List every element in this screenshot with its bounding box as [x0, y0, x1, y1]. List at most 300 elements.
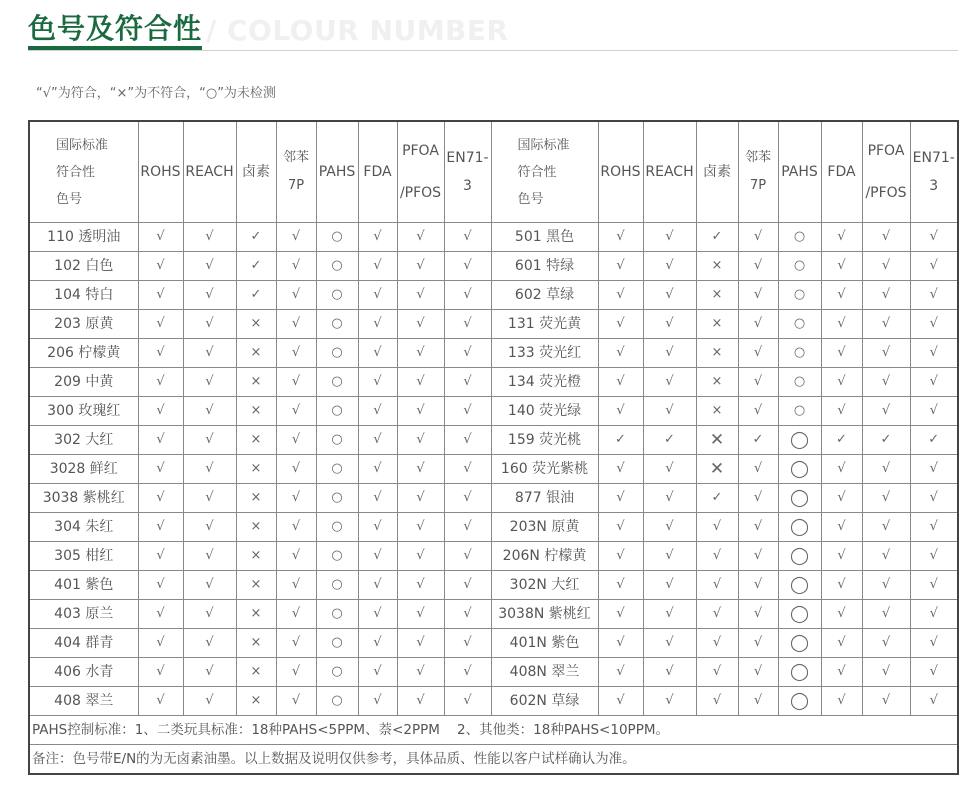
compliance-cell: ○ — [316, 397, 358, 426]
compliance-cell: √ — [276, 600, 316, 629]
compliance-cell: × — [236, 600, 276, 629]
compliance-cell: √ — [738, 629, 778, 658]
table-row — [29, 281, 958, 310]
compliance-cell: √ — [276, 397, 316, 426]
table-note-row — [29, 745, 958, 775]
table-row — [29, 397, 958, 426]
compliance-cell: √ — [862, 658, 910, 687]
compliance-cell: √ — [138, 658, 183, 687]
compliance-cell: √ — [397, 368, 444, 397]
compliance-cell: √ — [598, 455, 643, 484]
compliance-cell: √ — [738, 281, 778, 310]
compliance-cell: ○ — [778, 252, 821, 281]
colour-code-cell: 601 特绿 — [491, 252, 598, 281]
compliance-cell: √ — [358, 310, 397, 339]
compliance-cell: √ — [821, 687, 862, 716]
colour-code-cell: 3038N 紫桃红 — [491, 600, 598, 629]
compliance-cell: √ — [138, 629, 183, 658]
compliance-cell: ○ — [316, 252, 358, 281]
compliance-cell: √ — [643, 252, 696, 281]
compliance-cell: √ — [738, 252, 778, 281]
compliance-cell: ○ — [316, 368, 358, 397]
compliance-cell: √ — [643, 571, 696, 600]
compliance-cell: √ — [738, 513, 778, 542]
compliance-cell: √ — [397, 310, 444, 339]
compliance-cell: √ — [138, 397, 183, 426]
compliance-cell: √ — [862, 339, 910, 368]
compliance-cell: √ — [910, 223, 958, 252]
compliance-cell: √ — [276, 542, 316, 571]
compliance-cell: √ — [183, 339, 236, 368]
compliance-cell: ✓ — [643, 426, 696, 455]
compliance-cell: × — [696, 281, 738, 310]
col-header-reach: REACH — [643, 121, 696, 223]
compliance-cell: √ — [397, 571, 444, 600]
compliance-cell: √ — [598, 310, 643, 339]
colour-code-cell: 203N 原黄 — [491, 513, 598, 542]
compliance-cell: ○ — [316, 223, 358, 252]
compliance-cell: √ — [276, 571, 316, 600]
compliance-cell: ◯ — [778, 455, 821, 484]
compliance-cell: ○ — [316, 339, 358, 368]
compliance-cell: ✓ — [696, 223, 738, 252]
compliance-cell: √ — [138, 513, 183, 542]
compliance-cell: √ — [276, 310, 316, 339]
colour-code-cell: 602 草绿 — [491, 281, 598, 310]
compliance-cell: √ — [358, 281, 397, 310]
compliance-cell: √ — [276, 426, 316, 455]
compliance-cell: √ — [397, 600, 444, 629]
compliance-cell: √ — [598, 252, 643, 281]
compliance-cell: × — [236, 484, 276, 513]
compliance-cell: √ — [821, 368, 862, 397]
compliance-cell: ○ — [316, 484, 358, 513]
compliance-cell: √ — [738, 455, 778, 484]
compliance-cell: × — [236, 339, 276, 368]
compliance-cell: √ — [358, 223, 397, 252]
compliance-cell: √ — [444, 629, 491, 658]
compliance-cell: √ — [138, 310, 183, 339]
compliance-cell: ◯ — [778, 513, 821, 542]
compliance-cell: ◯ — [778, 658, 821, 687]
compliance-cell: ○ — [778, 368, 821, 397]
page-subtitle-en: / COLOUR NUMBER — [206, 14, 509, 47]
compliance-cell: × — [236, 571, 276, 600]
compliance-cell: ○ — [316, 687, 358, 716]
compliance-cell: × — [236, 687, 276, 716]
colour-code-cell: 404 群青 — [29, 629, 138, 658]
compliance-cell: √ — [444, 658, 491, 687]
compliance-cell: √ — [910, 542, 958, 571]
compliance-cell: ○ — [316, 310, 358, 339]
compliance-cell: √ — [598, 600, 643, 629]
colour-code-cell: 131 荧光黄 — [491, 310, 598, 339]
compliance-cell: √ — [276, 368, 316, 397]
compliance-cell: √ — [696, 542, 738, 571]
colour-code-cell: 403 原兰 — [29, 600, 138, 629]
compliance-cell: √ — [358, 571, 397, 600]
corner-header — [491, 121, 598, 223]
col-header-phthalate: 邻苯 7P — [738, 121, 778, 223]
compliance-cell: √ — [276, 223, 316, 252]
compliance-cell: √ — [138, 542, 183, 571]
compliance-cell: √ — [276, 629, 316, 658]
col-header-phthalate: 邻苯 7P — [276, 121, 316, 223]
col-header-rohs: ROHS — [598, 121, 643, 223]
compliance-cell: √ — [183, 426, 236, 455]
compliance-cell: √ — [276, 658, 316, 687]
compliance-cell: √ — [910, 629, 958, 658]
compliance-cell: √ — [598, 542, 643, 571]
compliance-cell: × — [236, 513, 276, 542]
compliance-cell: √ — [444, 571, 491, 600]
col-header-pfoa: PFOA /PFOS — [397, 121, 444, 223]
compliance-cell: × — [696, 252, 738, 281]
compliance-cell: √ — [598, 223, 643, 252]
compliance-cell: √ — [358, 397, 397, 426]
compliance-cell: √ — [358, 513, 397, 542]
table-row — [29, 368, 958, 397]
compliance-cell: √ — [738, 397, 778, 426]
compliance-cell: √ — [397, 397, 444, 426]
table-row — [29, 252, 958, 281]
corner-header-line: 色号 — [56, 191, 83, 207]
compliance-cell: √ — [821, 658, 862, 687]
col-header-halogen: 卤素 — [696, 121, 738, 223]
compliance-cell: √ — [696, 687, 738, 716]
corner-header — [29, 121, 138, 223]
table-row — [29, 339, 958, 368]
col-header-halogen: 卤素 — [236, 121, 276, 223]
compliance-cell: √ — [862, 484, 910, 513]
table-note-row — [29, 716, 958, 745]
compliance-cell: √ — [138, 455, 183, 484]
compliance-cell: √ — [138, 281, 183, 310]
table-row — [29, 484, 958, 513]
pahs-standard-note: PAHS控制标准：1、二类玩具标准：18种PAHS<5PPM、萘<2PPM 2、其他类：18种PAHS<10PPM。 — [29, 716, 958, 745]
compliance-cell: √ — [138, 368, 183, 397]
compliance-cell: ○ — [316, 629, 358, 658]
compliance-cell: × — [696, 397, 738, 426]
colour-code-cell: 206N 柠檬黄 — [491, 542, 598, 571]
compliance-cell: √ — [696, 658, 738, 687]
compliance-cell: √ — [862, 368, 910, 397]
table-row — [29, 310, 958, 339]
table-row — [29, 542, 958, 571]
compliance-cell: √ — [358, 658, 397, 687]
compliance-cell: √ — [397, 484, 444, 513]
compliance-cell: √ — [643, 658, 696, 687]
section-header — [28, 8, 958, 51]
table-row — [29, 629, 958, 658]
compliance-cell: √ — [358, 687, 397, 716]
compliance-cell: ◯ — [778, 426, 821, 455]
remark-note: 备注：色号带E/N的为无卤素油墨。以上数据及说明仅供参考，具体品质、性能以客户试样确认为准。 — [29, 745, 958, 775]
col-header-fda: FDA — [358, 121, 397, 223]
table-row — [29, 223, 958, 252]
compliance-cell: ◯ — [778, 600, 821, 629]
compliance-cell: √ — [444, 397, 491, 426]
compliance-cell: √ — [821, 310, 862, 339]
compliance-cell: √ — [138, 687, 183, 716]
compliance-cell: ✓ — [598, 426, 643, 455]
compliance-cell: √ — [444, 600, 491, 629]
compliance-cell: √ — [598, 687, 643, 716]
compliance-cell: √ — [276, 339, 316, 368]
compliance-cell: √ — [444, 252, 491, 281]
corner-header-line: 国际标准 — [517, 137, 570, 153]
compliance-cell: √ — [862, 310, 910, 339]
colour-code-cell: 401N 紫色 — [491, 629, 598, 658]
compliance-cell: × — [696, 339, 738, 368]
compliance-cell: ✓ — [236, 252, 276, 281]
compliance-cell: √ — [358, 484, 397, 513]
compliance-cell: √ — [444, 455, 491, 484]
colour-code-cell: 104 特白 — [29, 281, 138, 310]
compliance-cell: √ — [358, 455, 397, 484]
compliance-cell: √ — [138, 600, 183, 629]
compliance-cell: √ — [183, 281, 236, 310]
compliance-cell: √ — [862, 252, 910, 281]
compliance-cell: × — [236, 658, 276, 687]
compliance-cell: ○ — [316, 426, 358, 455]
compliance-cell: √ — [910, 310, 958, 339]
compliance-cell: √ — [397, 252, 444, 281]
compliance-cell: √ — [183, 368, 236, 397]
compliance-cell: ✓ — [821, 426, 862, 455]
compliance-cell: √ — [821, 223, 862, 252]
compliance-cell: √ — [910, 484, 958, 513]
compliance-cell: √ — [821, 281, 862, 310]
compliance-cell: √ — [358, 339, 397, 368]
compliance-cell: ◯ — [778, 629, 821, 658]
compliance-cell: √ — [183, 629, 236, 658]
compliance-cell: √ — [183, 484, 236, 513]
colour-code-cell: 209 中黄 — [29, 368, 138, 397]
col-header-fda: FDA — [821, 121, 862, 223]
compliance-cell: ○ — [316, 571, 358, 600]
compliance-cell: √ — [598, 484, 643, 513]
compliance-cell: ◯ — [778, 484, 821, 513]
compliance-cell: √ — [138, 426, 183, 455]
col-header-pfoa: PFOA /PFOS — [862, 121, 910, 223]
colour-code-cell: 302N 大红 — [491, 571, 598, 600]
compliance-cell: ◯ — [778, 542, 821, 571]
compliance-cell: ◯ — [778, 571, 821, 600]
compliance-cell: √ — [598, 513, 643, 542]
col-header-rohs: ROHS — [138, 121, 183, 223]
compliance-cell: ○ — [316, 600, 358, 629]
compliance-cell: √ — [910, 281, 958, 310]
compliance-cell: ○ — [316, 658, 358, 687]
colour-code-cell: 305 柑红 — [29, 542, 138, 571]
compliance-cell: √ — [862, 629, 910, 658]
compliance-cell: √ — [598, 571, 643, 600]
colour-code-cell: 300 玫瑰红 — [29, 397, 138, 426]
compliance-cell: √ — [643, 687, 696, 716]
compliance-cell: √ — [397, 513, 444, 542]
compliance-cell: √ — [276, 252, 316, 281]
compliance-cell: √ — [397, 281, 444, 310]
compliance-cell: √ — [643, 397, 696, 426]
compliance-cell: √ — [738, 600, 778, 629]
compliance-cell: × — [696, 368, 738, 397]
compliance-cell: √ — [183, 658, 236, 687]
compliance-cell: ○ — [316, 455, 358, 484]
compliance-cell: √ — [862, 397, 910, 426]
compliance-cell: √ — [738, 484, 778, 513]
compliance-cell: √ — [862, 223, 910, 252]
compliance-cell: √ — [183, 397, 236, 426]
table-row — [29, 426, 958, 455]
colour-code-cell: 102 白色 — [29, 252, 138, 281]
table-header-row — [29, 121, 958, 223]
compliance-cell: √ — [183, 542, 236, 571]
compliance-cell: √ — [910, 397, 958, 426]
colour-code-cell: 408N 翠兰 — [491, 658, 598, 687]
compliance-cell: √ — [444, 281, 491, 310]
table-row — [29, 600, 958, 629]
compliance-cell: √ — [444, 687, 491, 716]
colour-code-cell: 159 荧光桃 — [491, 426, 598, 455]
compliance-cell: √ — [643, 368, 696, 397]
compliance-cell: ○ — [778, 339, 821, 368]
corner-header-line: 色号 — [517, 191, 544, 207]
compliance-cell: × — [236, 310, 276, 339]
compliance-cell: × — [236, 542, 276, 571]
compliance-cell: √ — [138, 571, 183, 600]
compliance-cell: √ — [276, 513, 316, 542]
compliance-cell: √ — [643, 484, 696, 513]
compliance-cell: √ — [183, 600, 236, 629]
compliance-cell: √ — [598, 281, 643, 310]
compliance-cell: √ — [276, 687, 316, 716]
compliance-cell: √ — [696, 629, 738, 658]
compliance-cell: ✓ — [236, 281, 276, 310]
legend-text: “√”为符合，“×”为不符合，“○”为未检测 — [36, 86, 276, 101]
compliance-cell: √ — [821, 397, 862, 426]
compliance-cell: √ — [821, 455, 862, 484]
compliance-cell: √ — [821, 513, 862, 542]
compliance-cell: ✓ — [236, 223, 276, 252]
compliance-cell: √ — [910, 513, 958, 542]
col-header-en71: EN71- 3 — [910, 121, 958, 223]
compliance-cell: ✓ — [910, 426, 958, 455]
compliance-cell: √ — [358, 542, 397, 571]
compliance-cell: √ — [397, 339, 444, 368]
colour-code-cell: 408 翠兰 — [29, 687, 138, 716]
compliance-cell: √ — [643, 223, 696, 252]
col-header-pahs: PAHS — [778, 121, 821, 223]
compliance-cell: × — [236, 397, 276, 426]
compliance-cell: √ — [821, 600, 862, 629]
colour-code-cell: 206 柠檬黄 — [29, 339, 138, 368]
compliance-cell: √ — [358, 600, 397, 629]
compliance-cell: √ — [444, 513, 491, 542]
compliance-cell: √ — [138, 252, 183, 281]
compliance-cell: ○ — [778, 397, 821, 426]
compliance-cell: √ — [444, 368, 491, 397]
compliance-cell: × — [236, 455, 276, 484]
table-row — [29, 687, 958, 716]
compliance-cell: √ — [738, 223, 778, 252]
compliance-cell: √ — [444, 223, 491, 252]
compliance-cell: √ — [696, 600, 738, 629]
compliance-cell: ✕ — [696, 455, 738, 484]
colour-code-cell: 302 大红 — [29, 426, 138, 455]
compliance-cell: √ — [397, 658, 444, 687]
compliance-cell: √ — [910, 339, 958, 368]
corner-header-line: 符合性 — [56, 164, 96, 180]
compliance-cell: ○ — [316, 513, 358, 542]
compliance-cell: √ — [598, 368, 643, 397]
colour-code-cell: 501 黑色 — [491, 223, 598, 252]
compliance-cell: √ — [397, 223, 444, 252]
compliance-cell: √ — [358, 252, 397, 281]
compliance-cell: √ — [397, 426, 444, 455]
col-header-en71: EN71- 3 — [444, 121, 491, 223]
compliance-cell: √ — [138, 484, 183, 513]
table-row — [29, 658, 958, 687]
colour-code-cell: 877 银油 — [491, 484, 598, 513]
compliance-cell: √ — [821, 542, 862, 571]
compliance-cell: √ — [444, 310, 491, 339]
compliance-cell: √ — [444, 426, 491, 455]
compliance-cell: √ — [910, 455, 958, 484]
compliance-cell: √ — [738, 368, 778, 397]
colour-code-cell: 406 水青 — [29, 658, 138, 687]
colour-code-cell: 304 朱红 — [29, 513, 138, 542]
compliance-cell: √ — [397, 629, 444, 658]
compliance-cell: √ — [821, 629, 862, 658]
compliance-cell: × — [236, 629, 276, 658]
compliance-cell: √ — [738, 571, 778, 600]
compliance-cell: √ — [862, 542, 910, 571]
colour-code-cell: 140 荧光绿 — [491, 397, 598, 426]
compliance-cell: √ — [643, 513, 696, 542]
compliance-cell: √ — [821, 339, 862, 368]
compliance-cell: √ — [397, 542, 444, 571]
compliance-cell: √ — [643, 600, 696, 629]
table-row — [29, 571, 958, 600]
page-title: 色号及符合性 — [28, 12, 202, 50]
compliance-cell: √ — [738, 339, 778, 368]
compliance-cell: ◯ — [778, 687, 821, 716]
compliance-cell: √ — [397, 687, 444, 716]
compliance-cell: ○ — [316, 542, 358, 571]
compliance-cell: √ — [276, 455, 316, 484]
compliance-cell: ○ — [778, 223, 821, 252]
compliance-cell: √ — [183, 223, 236, 252]
compliance-cell: √ — [444, 542, 491, 571]
compliance-cell: √ — [910, 368, 958, 397]
compliance-cell: √ — [138, 223, 183, 252]
col-header-pahs: PAHS — [316, 121, 358, 223]
compliance-cell: √ — [358, 368, 397, 397]
compliance-cell: √ — [910, 687, 958, 716]
compliance-cell: √ — [643, 455, 696, 484]
compliance-cell: √ — [862, 513, 910, 542]
compliance-cell: √ — [183, 687, 236, 716]
compliance-cell: √ — [738, 542, 778, 571]
compliance-cell: √ — [138, 339, 183, 368]
compliance-cell: ✓ — [696, 484, 738, 513]
compliance-cell: √ — [696, 513, 738, 542]
compliance-table — [28, 120, 959, 775]
compliance-cell: ✕ — [696, 426, 738, 455]
compliance-cell: × — [236, 368, 276, 397]
compliance-cell: √ — [821, 252, 862, 281]
